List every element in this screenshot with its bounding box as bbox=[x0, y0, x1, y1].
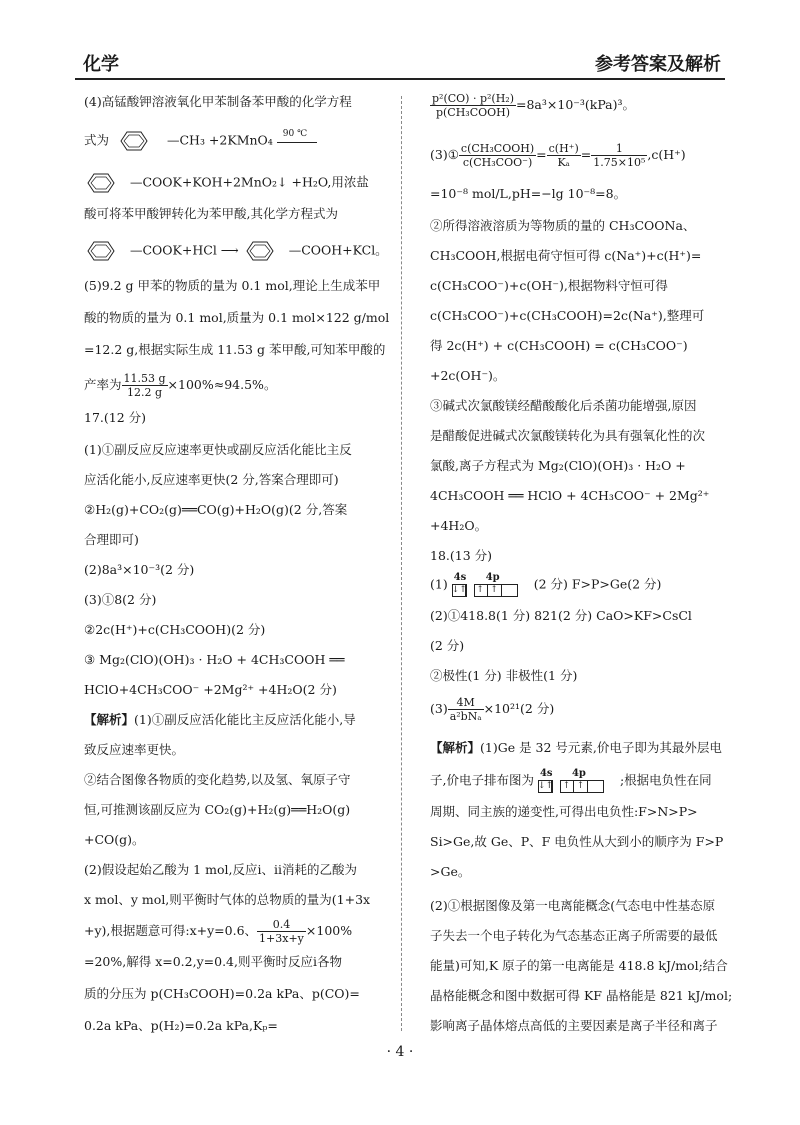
text-line: (2 分) bbox=[430, 638, 465, 653]
equation-line bbox=[430, 572, 661, 598]
text-line: =12.2 g,根据实际生成 11.53 g 苯甲酸,可知苯甲酸的 bbox=[84, 342, 386, 357]
arrow-pair: ↓↑ bbox=[451, 585, 467, 595]
text: 子,价电子排布图为 bbox=[430, 772, 534, 788]
text-line: ②结合图像各物质的变化趋势,以及氢、氧原子守 bbox=[84, 772, 351, 787]
condition-label: 90 ℃ bbox=[282, 128, 308, 139]
orbital-label: 4p bbox=[485, 572, 500, 583]
equation-line bbox=[84, 372, 276, 399]
text-line: +CO(g)。 bbox=[84, 832, 145, 847]
text-line: (4)高锰酸钾溶液氧化甲苯制备苯甲酸的化学方程 bbox=[84, 94, 352, 109]
text-line: 能量)可知,K 原子的第一电离能是 418.8 kJ/mol;结合 bbox=[430, 958, 728, 973]
text-line: 恒,可推测该副反应为 CO₂(g)+H₂(g)══H₂O(g) bbox=[84, 802, 351, 817]
fraction bbox=[257, 918, 306, 945]
text-line: ③ Mg₂(ClO)(OH)₃ · H₂O + 4CH₃COOH ══ bbox=[84, 652, 345, 667]
text-line: ②2c(H⁺)+c(CH₃COOH)(2 分) bbox=[84, 622, 266, 637]
numerator: c(H⁺) bbox=[548, 142, 579, 155]
text: 产率为 bbox=[84, 377, 122, 392]
text: =8a³×10⁻³(kPa)³。 bbox=[516, 97, 636, 112]
text-line: +4H₂O。 bbox=[430, 518, 488, 533]
fraction bbox=[122, 372, 168, 399]
text-line: (2)①418.8(1 分) 821(2 分) CaO>KF>CsCl bbox=[430, 608, 692, 623]
arrow: ↑ bbox=[560, 780, 574, 793]
analysis-label: 【解析】 bbox=[84, 712, 135, 727]
text-line: Si>Ge,故 Ge、P、F 电负性从大到小的顺序为 F>P bbox=[430, 834, 724, 849]
column-divider bbox=[401, 96, 402, 1031]
equation-line bbox=[84, 918, 352, 945]
text: —COOK+HCl ⟶ bbox=[129, 242, 239, 258]
orbital-label: 4p bbox=[571, 768, 586, 779]
subject-title: 化学 bbox=[83, 54, 119, 75]
orbital-diagram-icon bbox=[452, 572, 530, 598]
text-line: c(CH₃COO⁻)+c(OH⁻),根据物料守恒可得 bbox=[430, 278, 668, 293]
benzene-ring-icon bbox=[113, 130, 163, 152]
analysis-label: 【解析】 bbox=[430, 740, 481, 755]
text-line: >Ge。 bbox=[430, 864, 471, 879]
text: —COOH+KCl。 bbox=[288, 242, 388, 258]
text-line: 酸可将苯甲酸钾转化为苯甲酸,其化学方程式为 bbox=[84, 206, 338, 221]
text: —CH₃ +2KMnO₄ bbox=[166, 132, 273, 148]
section-title: 参考答案及解析 bbox=[595, 54, 721, 75]
analysis-line bbox=[84, 712, 356, 728]
analysis-line bbox=[430, 740, 722, 756]
text: ;根据电负性在同 bbox=[619, 772, 712, 788]
numerator: 4M bbox=[448, 696, 484, 710]
orbital-diagram-icon bbox=[538, 768, 616, 794]
text: = bbox=[536, 147, 547, 162]
denominator: Kₐ bbox=[557, 156, 570, 169]
text-line: +2c(OH⁻)。 bbox=[430, 368, 506, 383]
text-line: 致反应速率更快。 bbox=[84, 742, 185, 757]
fraction bbox=[459, 142, 536, 169]
numerator: 11.53 g bbox=[123, 372, 166, 385]
denominator: 12.2 g bbox=[127, 386, 163, 399]
fraction bbox=[547, 142, 581, 169]
orbital-label: 4s bbox=[453, 572, 467, 583]
denominator: p(CH₃COOH) bbox=[435, 106, 511, 119]
equation-line bbox=[430, 142, 686, 169]
text-line: 合理即可) bbox=[84, 532, 139, 547]
text-line: 4CH₃COOH ══ HClO + 4CH₃COO⁻ + 2Mg²⁺ bbox=[430, 488, 710, 503]
text-line: 质的分压为 p(CH₃COOH)=0.2a kPa、p(CO)= bbox=[84, 986, 360, 1001]
text: ×100%≈94.5%。 bbox=[167, 377, 277, 392]
text: —COOK+KOH+2MnO₂↓ +H₂O,用浓盐 bbox=[129, 174, 369, 190]
text-line: 应活化能小,反应速率更快(2 分,答案合理即可) bbox=[84, 472, 339, 487]
text: ×10²¹(2 分) bbox=[483, 701, 555, 716]
text: +y),根据题意可得:x+y=0.6、 bbox=[84, 923, 258, 938]
numerator: p²(CO) · p²(H₂) bbox=[432, 92, 514, 105]
benzene-ring-icon bbox=[243, 240, 285, 262]
arrow: ↑ bbox=[488, 584, 502, 597]
arrow: ↑ bbox=[474, 584, 488, 597]
text: (3)① bbox=[430, 147, 459, 162]
text-line: 晶格能概念和图中数据可得 KF 晶格能是 821 kJ/mol; bbox=[430, 988, 733, 1003]
text: ×100% bbox=[305, 923, 353, 938]
fraction bbox=[591, 142, 647, 169]
orbital-label: 4s bbox=[539, 768, 553, 779]
text-line: (5)9.2 g 甲苯的物质的量为 0.1 mol,理论上生成苯甲 bbox=[84, 278, 381, 293]
arrow-pair: ↓↑ bbox=[537, 781, 554, 791]
page-header bbox=[75, 48, 725, 80]
text: (3) bbox=[430, 701, 448, 716]
text-line: 子失去一个电子转化为气态基态正离子所需要的最低 bbox=[430, 928, 718, 943]
text: ,c(H⁺) bbox=[647, 147, 686, 162]
text-line: (1)①副反应反应速率更快或副反应活化能比主反 bbox=[84, 442, 352, 457]
text-line: 酸的物质的量为 0.1 mol,质量为 0.1 mol×122 g/mol bbox=[84, 310, 390, 325]
equation-line bbox=[84, 130, 317, 152]
text-line: 影响离子晶体熔点高低的主要因素是离子半径和离子 bbox=[430, 1018, 718, 1033]
numerator: c(CH₃COOH) bbox=[460, 142, 535, 155]
fraction bbox=[448, 696, 484, 723]
text-line: (2)8a³×10⁻³(2 分) bbox=[84, 562, 195, 577]
text-line: ②所得溶液溶质为等物质的量的 CH₃COONa、 bbox=[430, 218, 696, 233]
equation-line bbox=[84, 240, 388, 262]
text-line: 周期、同主族的递变性,可得出电负性:F>N>P> bbox=[430, 804, 698, 819]
denominator: 1+3x+y bbox=[259, 932, 304, 945]
denominator: 1.75×10⁵ bbox=[593, 156, 646, 169]
text-line: 得 2c(H⁺) + c(CH₃COOH) = c(CH₃COO⁻) bbox=[430, 338, 688, 353]
benzene-ring-icon bbox=[84, 240, 126, 262]
text-line: ②H₂(g)+CO₂(g)══CO(g)+H₂O(g)(2 分,答案 bbox=[84, 502, 348, 517]
text-line: (2)①根据图像及第一电离能概念(气态电中性基态原 bbox=[430, 898, 716, 913]
text-line: 是醋酸促进碱式次氯酸镁转化为具有强氧化性的次 bbox=[430, 428, 706, 443]
text-line: (2)假设起始乙酸为 1 mol,反应ⅰ、ⅱ消耗的乙酸为 bbox=[84, 862, 357, 877]
reaction-arrow bbox=[277, 128, 317, 143]
page-number: · 4 · bbox=[386, 1044, 414, 1060]
equation-line bbox=[84, 172, 369, 194]
denominator: a²bNₐ bbox=[449, 710, 482, 723]
text-line: CH₃COOH,根据电荷守恒可得 c(Na⁺)+c(H⁺)= bbox=[430, 248, 702, 263]
equation-line bbox=[430, 768, 712, 794]
arrow: ↑ bbox=[574, 780, 588, 793]
text-line: =10⁻⁸ mol/L,pH=−lg 10⁻⁸=8。 bbox=[430, 186, 627, 201]
question-number: 17.(12 分) bbox=[84, 410, 147, 425]
text: (1)Ge 是 32 号元素,价电子即为其最外层电 bbox=[480, 740, 722, 755]
text: = bbox=[580, 147, 592, 162]
denominator: c(CH₃COO⁻) bbox=[462, 156, 533, 169]
text: (1) bbox=[430, 576, 448, 592]
benzene-ring-icon bbox=[84, 172, 126, 194]
text-line: ②极性(1 分) 非极性(1 分) bbox=[430, 668, 578, 683]
text: (1)①副反应活化能比主反应活化能小,导 bbox=[134, 712, 356, 727]
equation-line bbox=[430, 92, 635, 119]
equation-line bbox=[430, 696, 554, 723]
text-line: 氯酸,离子方程式为 Mg₂(ClO)(OH)₃ · H₂O + bbox=[430, 458, 686, 473]
text-line: ③碱式次氯酸镁经醋酸酸化后杀菌功能增强,原因 bbox=[430, 398, 697, 413]
fraction bbox=[430, 92, 516, 119]
text-line: =20%,解得 x=0.2,y=0.4,则平衡时反应ⅰ各物 bbox=[84, 954, 342, 969]
text-line: (3)①8(2 分) bbox=[84, 592, 157, 607]
question-number: 18.(13 分) bbox=[430, 548, 493, 563]
text: (2 分) F>P>Ge(2 分) bbox=[533, 576, 662, 592]
text: 式为 bbox=[84, 132, 110, 148]
text-line: c(CH₃COO⁻)+c(CH₃COOH)=2c(Na⁺),整理可 bbox=[430, 308, 705, 323]
text-line: 0.2a kPa、p(H₂)=0.2a kPa,Kₚ= bbox=[84, 1018, 278, 1033]
numerator: 0.4 bbox=[257, 918, 306, 932]
numerator: 1 bbox=[591, 142, 647, 156]
text-line: HClO+4CH₃COO⁻ +2Mg²⁺ +4H₂O(2 分) bbox=[84, 682, 337, 697]
text-line: x mol、y mol,则平衡时气体的总物质的量为(1+3x bbox=[84, 892, 371, 907]
